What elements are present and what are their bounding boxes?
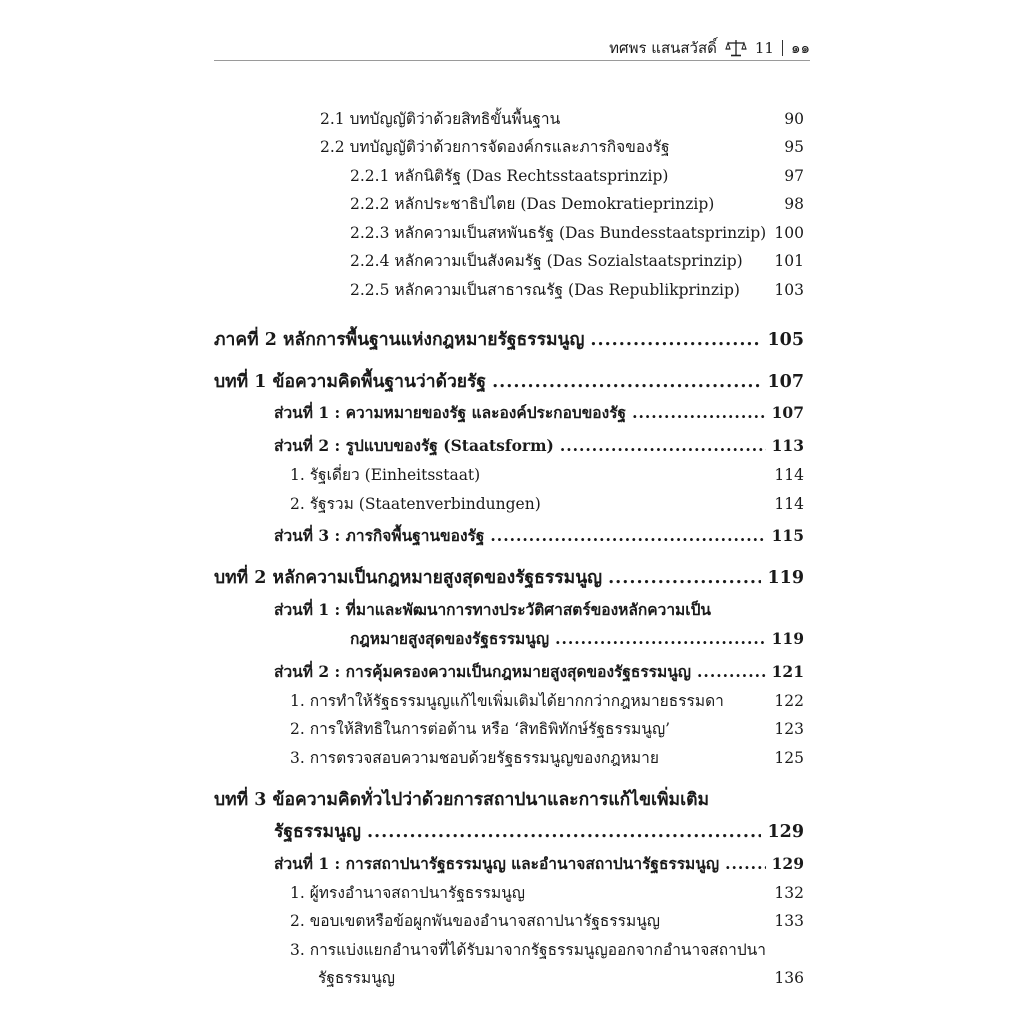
running-header [214, 36, 810, 62]
toc-leader [697, 662, 766, 681]
toc-entry-page: 113 [771, 436, 804, 455]
header-separator [782, 40, 783, 56]
toc-section [274, 400, 804, 425]
header-author: ทศพร แสนสวัสดิ์ [609, 39, 717, 57]
toc-entry [290, 491, 804, 516]
toc-entry-page: 123 [774, 720, 804, 738]
toc-entry [290, 908, 804, 933]
toc-entry-page: 125 [774, 749, 804, 767]
toc-entry [290, 462, 804, 487]
toc-entry [290, 716, 804, 741]
toc-entry-label: ส่วนที่ 1 : ความหมายของรัฐ และองค์ประกอบของรัฐ [274, 403, 627, 422]
toc-chapter-heading-continuation [274, 817, 804, 845]
toc-entry-page: 136 [774, 969, 804, 987]
toc-entry-label: บทที่ 2 หลักความเป็นกฎหมายสูงสุดของรัฐธรรมนูญ [214, 568, 603, 588]
header-rule [214, 60, 810, 61]
toc-entry-page: 119 [767, 568, 804, 588]
toc-entry-label: บทที่ 3 ข้อความคิดทั่วไปว่าด้วยการสถาปนาและการแก้ไขเพิ่มเติม [214, 790, 709, 810]
toc-entry-page: 90 [784, 110, 804, 128]
toc-part-heading [214, 325, 804, 353]
toc-entry-label: 2. รัฐรวม (Staatenverbindungen) [290, 495, 541, 513]
toc-entry-label: รัฐธรรมนูญ [318, 969, 396, 987]
toc-leader [490, 526, 765, 545]
toc-entry-label: 2.2.3 หลักความเป็นสหพันธรัฐ (Das Bundesstaatsprinzip) [350, 224, 767, 242]
toc-entry-page: 115 [771, 526, 804, 545]
toc-entry-label: 2.1 บทบัญญัติว่าด้วยสิทธิขั้นพื้นฐาน [320, 110, 561, 128]
toc-entry-page: 107 [771, 403, 804, 422]
toc-entry-page: 122 [774, 692, 804, 710]
toc-entry-label: บทที่ 1 ข้อความคิดพื้นฐานว่าด้วยรัฐ [214, 372, 487, 392]
toc-entry-label: 2. การให้สิทธิในการต่อต้าน หรือ ‘สิทธิพิทักษ์รัฐธรรมนูญ’ [290, 720, 671, 738]
toc-chapter-heading [214, 563, 804, 591]
toc-section [274, 523, 804, 548]
toc-entry-label: 2.2.1 หลักนิติรัฐ (Das Rechtsstaatsprinzip) [350, 167, 669, 185]
toc-entry-label: 3. การแบ่งแยกอำนาจที่ได้รับมาจากรัฐธรรมนูญออกจากอำนาจสถาปนา [290, 941, 766, 959]
toc-entry-label: 2. ขอบเขตหรือข้อผูกพันของอำนาจสถาปนารัฐธรรมนูญ [290, 912, 661, 930]
toc-entry [290, 745, 804, 770]
toc-entry [290, 880, 804, 905]
toc-leader [725, 854, 766, 873]
toc-entry-page: 103 [774, 281, 804, 299]
toc-entry-label: 2.2.2 หลักประชาธิปไตย (Das Demokratieprinzip) [350, 195, 715, 213]
toc-entry-label: ส่วนที่ 1 : การสถาปนารัฐธรรมนูญ และอำนาจสถาปนารัฐธรรมนูญ [274, 854, 720, 873]
toc-entry-page: 121 [771, 662, 804, 681]
toc-entry-page: 129 [767, 822, 804, 842]
toc-entry-page: 100 [774, 224, 804, 242]
toc-entry [350, 248, 804, 273]
toc-entry-label: 3. การตรวจสอบความชอบด้วยรัฐธรรมนูญของกฎหมาย [290, 749, 659, 767]
toc-entry-label: 2.2 บทบัญญัติว่าด้วยการจัดองค์กรและภารกิจของรัฐ [320, 138, 670, 156]
toc-leader [560, 436, 766, 455]
toc-entry-label: 1. ผู้ทรงอำนาจสถาปนารัฐธรรมนูญ [290, 884, 525, 902]
toc-entry [290, 937, 804, 962]
toc-section [274, 597, 804, 622]
toc-leader [632, 403, 766, 422]
toc-entry-label: 2.2.5 หลักความเป็นสาธารณรัฐ (Das Republikprinzip) [350, 281, 740, 299]
scales-of-justice-icon [725, 38, 747, 58]
toc-entry-label: 1. รัฐเดี่ยว (Einheitsstaat) [290, 466, 481, 484]
toc-entry [350, 220, 804, 245]
toc-leader [555, 629, 766, 648]
toc-entry-page: 129 [771, 854, 804, 873]
toc-entry-page: 107 [767, 372, 804, 392]
toc-leader [492, 372, 761, 392]
toc-leader [367, 822, 762, 842]
header-page-thai: ๑๑ [790, 39, 810, 57]
toc-chapter-heading [214, 785, 804, 813]
toc-entry [350, 191, 804, 216]
toc-entry-label: ส่วนที่ 2 : รูปแบบของรัฐ (Staatsform) [274, 436, 554, 455]
toc-section [274, 433, 804, 458]
toc-entry-label: 1. การทำให้รัฐธรรมนูญแก้ไขเพิ่มเติมได้ยากกว่ากฎหมายธรรมดา [290, 692, 724, 710]
header-text [609, 36, 810, 60]
toc-entry-page: 95 [784, 138, 804, 156]
toc-entry-page: 105 [767, 330, 804, 350]
toc-entry-label: ภาคที่ 2 หลักการพื้นฐานแห่งกฎหมายรัฐธรรมนูญ [214, 330, 585, 350]
toc-entry-label: 2.2.4 หลักความเป็นสังคมรัฐ (Das Sozialstaatsprinzip) [350, 252, 743, 270]
toc-entry-label: ส่วนที่ 2 : การคุ้มครองความเป็นกฎหมายสูงสุดของรัฐธรรมนูญ [274, 662, 692, 681]
toc-entry [350, 277, 804, 302]
toc-entry-continuation [318, 965, 804, 990]
toc-entry-page: 132 [774, 884, 804, 902]
toc-entry-page: 133 [774, 912, 804, 930]
toc-entry [290, 688, 804, 713]
toc-entry [350, 163, 804, 188]
toc-entry-page: 114 [774, 466, 804, 484]
toc-chapter-heading [214, 367, 804, 395]
header-page-arabic: 11 [754, 39, 774, 57]
toc-section-continuation [350, 626, 804, 651]
toc-entry-page: 114 [774, 495, 804, 513]
toc-entry [320, 106, 804, 131]
toc-section [274, 659, 804, 684]
toc-section [274, 851, 804, 876]
toc-entry-label: กฎหมายสูงสุดของรัฐธรรมนูญ [350, 629, 550, 648]
toc-entry-page: 98 [784, 195, 804, 213]
toc-entry-page: 101 [774, 252, 804, 270]
toc-entry-page: 119 [771, 629, 804, 648]
toc-entry-label: รัฐธรรมนูญ [274, 822, 361, 842]
toc-entry-label: ส่วนที่ 3 : ภารกิจพื้นฐานของรัฐ [274, 526, 485, 545]
toc-entry [320, 134, 804, 159]
toc-entry-page: 97 [784, 167, 804, 185]
toc-leader [608, 568, 761, 588]
toc-entry-label: ส่วนที่ 1 : ที่มาและพัฒนาการทางประวัติศาสตร์ของหลักความเป็น [274, 600, 711, 619]
toc-leader [590, 330, 761, 350]
